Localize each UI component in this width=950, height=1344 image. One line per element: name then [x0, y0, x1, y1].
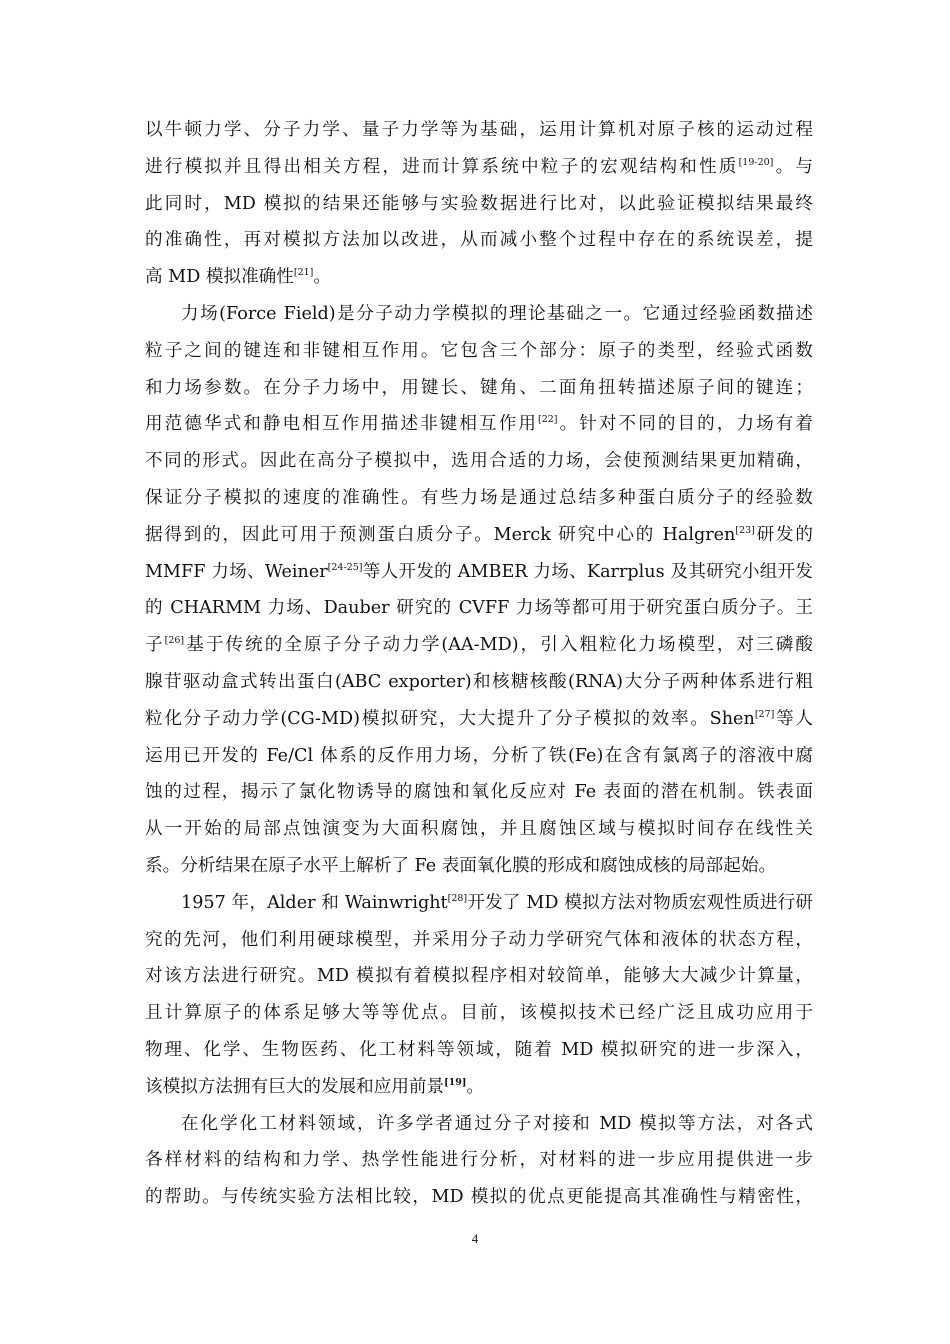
text-line	[145, 480, 813, 517]
text-run: 从一开始的局部点蚀演变为大面积腐蚀，并且腐蚀区域与模拟时间存在线性关	[145, 819, 813, 840]
citation-superscript: [28]	[447, 892, 468, 904]
text-run: 的准确性，再对模拟方法加以改进，从而减小整个过程中存在的系统误差，提	[145, 230, 813, 251]
text-run: MMFF 力场、Weiner	[145, 561, 328, 582]
text-line	[145, 774, 813, 811]
text-run: 究的先河，他们利用硬球模型，并采用分子动力学研究气体和液体的状态方程，	[145, 929, 813, 950]
text-run: 等人	[774, 708, 813, 729]
text-run: 不同的形式。因此在高分子模拟中，选用合适的力场，会使预测结果更加精确，	[145, 451, 813, 472]
text-line	[145, 149, 813, 186]
citation-superscript: [19]	[444, 1076, 467, 1088]
page-number: 4	[471, 1231, 479, 1246]
text-line	[145, 370, 813, 407]
citation-superscript: [27]	[754, 708, 775, 720]
paragraph	[145, 112, 813, 296]
text-run: 对该方法进行研究。MD 模拟有着模拟程序相对较简单，能够大大减少计算量，	[145, 966, 813, 987]
text-line	[145, 811, 813, 848]
text-run: 力场(Force Field)是分子动力学模拟的理论基础之一。它通过经验函数描述	[181, 303, 813, 324]
paragraph	[145, 296, 813, 885]
text-run: 物理、化学、生物医药、化工材料等领域，随着 MD 模拟研究的进一步深入，	[145, 1039, 813, 1060]
paragraph	[145, 885, 813, 1106]
text-run: 的 CHARMM 力场、Dauber 研究的 CVFF 力场等都可用于研究蛋白质分子。王	[145, 598, 813, 619]
text-run: 据得到的，因此可用于预测蛋白质分子。Merck 研究中心的 Halgren	[145, 524, 736, 545]
text-run: 高 MD 模拟准确性	[145, 267, 294, 288]
text-run: 开发了 MD 模拟方法对物质宏观性质进行研	[467, 892, 813, 913]
text-run: 1957 年，Alder 和 Wainwright	[181, 892, 448, 913]
text-line	[145, 1142, 813, 1179]
text-line	[145, 627, 813, 664]
text-line	[145, 922, 813, 959]
text-line	[145, 848, 813, 885]
text-line	[145, 1106, 813, 1143]
text-run: 此同时，MD 模拟的结果还能够与实验数据进行比对，以此验证模拟结果最终	[145, 193, 813, 214]
text-line	[145, 554, 813, 591]
text-line	[145, 186, 813, 223]
citation-superscript: [23]	[735, 524, 755, 536]
text-line	[145, 112, 813, 149]
text-line	[145, 885, 813, 922]
citation-superscript: [21]	[293, 267, 314, 279]
text-run: 的帮助。与传统实验方法相比较，MD 模拟的优点更能提高其准确性与精密性，	[145, 1187, 813, 1208]
citation-superscript: [26]	[164, 635, 185, 647]
text-line	[145, 1069, 813, 1106]
citation-superscript: [22]	[538, 414, 558, 426]
paragraph	[145, 1106, 813, 1216]
text-line	[145, 333, 813, 370]
text-line	[145, 517, 813, 554]
text-line	[145, 296, 813, 333]
text-run: 。	[313, 267, 331, 288]
text-run: 且计算原子的体系足够大等等优点。目前，该模拟技术已经广泛且成功应用于	[145, 1003, 813, 1024]
text-run: 。针对不同的目的，力场有着	[557, 414, 813, 435]
text-run: 粒子之间的键连和非键相互作用。它包含三个部分：原子的类型，经验式函数	[145, 340, 813, 361]
text-line	[145, 958, 813, 995]
text-run: 等人开发的 AMBER 力场、Karrplus 及其研究小组开发	[362, 561, 813, 582]
text-run: 在化学化工材料领域，许多学者通过分子对接和 MD 模拟等方法，对各式	[181, 1113, 813, 1134]
text-run: 腺苷驱动盒式转出蛋白(ABC exporter)和核糖核酸(RNA)大分子两种体系进行粗	[145, 671, 813, 692]
body-text	[145, 112, 813, 1216]
text-line	[145, 590, 813, 627]
text-line	[145, 664, 813, 701]
text-run: 和力场参数。在分子力场中，用键长、键角、二面角扭转描述原子间的键连；	[145, 377, 813, 398]
text-run: 运用已开发的 Fe/Cl 体系的反作用力场，分析了铁(Fe)在含有氯离子的溶液中腐	[145, 745, 813, 766]
text-run: 。与	[773, 156, 813, 177]
text-run: 子	[145, 635, 165, 656]
citation-superscript: [19-20]	[738, 156, 774, 168]
text-line	[145, 259, 813, 296]
text-run: 进行模拟并且得出相关方程，进而计算系统中粒子的宏观结构和性质	[145, 156, 739, 177]
text-run: 用范德华式和静电相互作用描述非键相互作用	[145, 414, 539, 435]
text-line	[145, 738, 813, 775]
text-run: 基于传统的全原子分子动力学(AA-MD)，引入粗粒化力场模型，对三磷酸	[184, 635, 813, 656]
text-line	[145, 1032, 813, 1069]
text-run: 以牛顿力学、分子力学、量子力学等为基础，运用计算机对原子核的运动过程	[145, 120, 813, 140]
text-run: 粒化分子动力学(CG-MD)模拟研究，大大提升了分子模拟的效率。Shen	[145, 708, 755, 729]
text-line	[145, 443, 813, 480]
text-run: 。	[466, 1076, 484, 1097]
text-line	[145, 701, 813, 738]
text-run: 保证分子模拟的速度的准确性。有些力场是通过总结多种蛋白质分子的经验数	[145, 487, 813, 508]
text-run: 蚀的过程，揭示了氯化物诱导的腐蚀和氧化反应对 Fe 表面的潜在机制。铁表面	[145, 782, 813, 803]
text-run: 该模拟方法拥有巨大的发展和应用前景	[145, 1076, 445, 1097]
text-line	[145, 406, 813, 443]
text-line	[145, 1179, 813, 1216]
text-run: 系。分析结果在原子水平上解析了 Fe 表面氧化膜的形成和腐蚀成核的局部起始。	[145, 855, 777, 876]
text-line	[145, 995, 813, 1032]
text-run: 研发的	[754, 524, 813, 545]
text-line	[145, 222, 813, 259]
citation-superscript: [24-25]	[327, 561, 363, 573]
text-run: 各样材料的结构和力学、热学性能进行分析，对材料的进一步应用提供进一步	[145, 1150, 813, 1171]
